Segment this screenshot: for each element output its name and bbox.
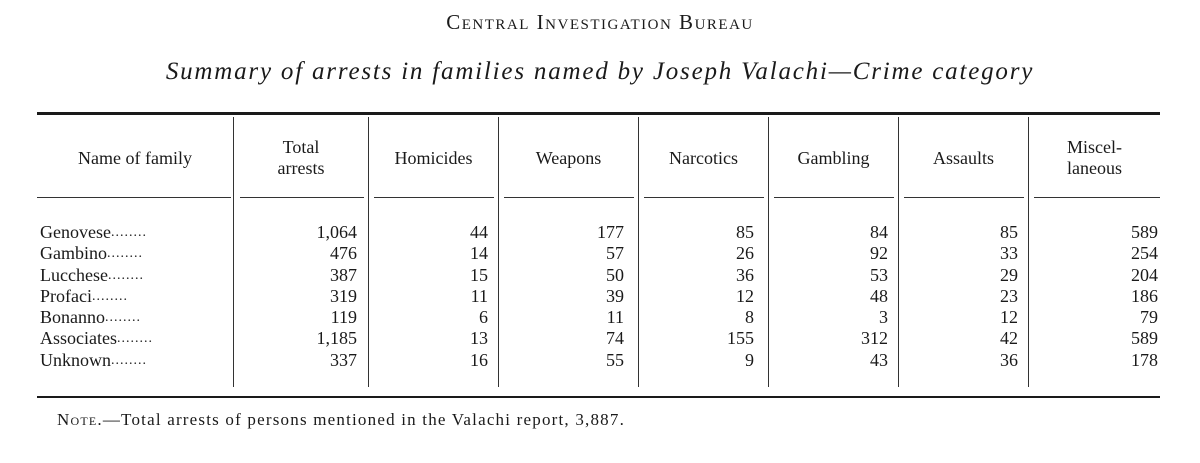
table-cell: 11 (470, 285, 488, 306)
table-cell: 23 (1000, 285, 1018, 306)
table-cell: 178 (1131, 349, 1158, 370)
table-cell: 42 (1000, 328, 1018, 349)
table-row-label: Gambino ........ (40, 243, 143, 264)
table-cell: 55 (606, 349, 624, 370)
table-footnote (57, 410, 625, 430)
table-cell: 1,185 (316, 328, 357, 349)
table-cell: 36 (1000, 349, 1018, 370)
table-cell: 476 (330, 243, 357, 264)
table-cell: 85 (1000, 222, 1018, 242)
table-cell: 50 (606, 264, 624, 285)
top-rule (37, 112, 1160, 115)
miscellaneous-column (1034, 222, 1158, 371)
table-cell: 186 (1131, 285, 1158, 306)
table-cell: 254 (1131, 243, 1158, 264)
header-underline (504, 197, 634, 198)
table-cell: 15 (470, 264, 488, 285)
table-cell: 204 (1131, 264, 1158, 285)
table-cell: 84 (870, 222, 888, 242)
table-cell: 589 (1131, 222, 1158, 242)
table-cell: 39 (606, 285, 624, 306)
column-header-weapons: Weapons (535, 147, 602, 168)
table-row-label: Unknown ........ (40, 349, 147, 370)
table-row-label: Associates ........ (40, 328, 153, 349)
table-cell: 337 (330, 349, 357, 370)
header-underline (774, 197, 894, 198)
table-cell: 79 (1140, 307, 1158, 328)
table-cell: 43 (870, 349, 888, 370)
table-cell: 1,064 (316, 222, 357, 242)
table-cell: 26 (736, 243, 754, 264)
gambling-column (774, 222, 888, 371)
table-cell: 9 (745, 349, 754, 370)
table-row-label: Profaci ........ (40, 285, 128, 306)
table-cell: 16 (470, 349, 488, 370)
table-cell: 29 (1000, 264, 1018, 285)
table-cell: 14 (470, 243, 488, 264)
table-cell: 155 (727, 328, 754, 349)
table-cell: 11 (606, 307, 624, 328)
table-cell: 8 (745, 307, 754, 328)
table-cell: 387 (330, 264, 357, 285)
table-cell: 74 (606, 328, 624, 349)
note-label: Note. (57, 410, 103, 429)
header-underline (1034, 197, 1160, 198)
table-cell: 33 (1000, 243, 1018, 264)
note-text: —Total arrests of persons mentioned in the Valachi report, 3,887. (102, 410, 626, 429)
table-cell: 177 (597, 222, 624, 242)
table-cell: 13 (470, 328, 488, 349)
header-underline (240, 197, 364, 198)
table-cell: 319 (330, 285, 357, 306)
table-cell: 44 (470, 222, 488, 242)
table-cell: 312 (861, 328, 888, 349)
table-cell: 92 (870, 243, 888, 264)
bottom-rule (37, 396, 1160, 398)
header-underline (374, 197, 494, 198)
page-title: Central Investigation Bureau (446, 10, 754, 34)
column-header-narcotics: Narcotics (669, 147, 738, 168)
family-name-column (40, 222, 230, 371)
table-cell: 85 (736, 222, 754, 242)
total-arrests-column (240, 222, 357, 371)
column-header-gambling: Gambling (797, 147, 870, 168)
table-cell: 12 (1000, 307, 1018, 328)
header-underline (904, 197, 1024, 198)
table-subtitle: Summary of arrests in families named by Joseph Valachi—Crime category (165, 58, 1035, 85)
narcotics-column (644, 222, 754, 371)
table-row-label: Genovese ........ (40, 222, 147, 242)
table-cell: 53 (870, 264, 888, 285)
column-header-assaults: Assaults (932, 147, 994, 168)
table-cell: 57 (606, 243, 624, 264)
column-header-miscellaneous: Miscel- laneous (1067, 137, 1122, 178)
column-header-homicides: Homicides (394, 147, 473, 168)
table-cell: 36 (736, 264, 754, 285)
table-row-label: Bonanno ........ (40, 307, 141, 328)
table-cell: 6 (479, 307, 488, 328)
column-header-total-arrests: Total arrests (277, 137, 325, 178)
assaults-column (904, 222, 1018, 371)
table-cell: 589 (1131, 328, 1158, 349)
table-cell: 3 (879, 307, 888, 328)
column-header-family: Name of family (78, 147, 192, 168)
table-cell: 48 (870, 285, 888, 306)
header-underline (37, 197, 231, 198)
table-cell: 12 (736, 285, 754, 306)
table-row-label: Lucchese ........ (40, 264, 144, 285)
homicides-column (374, 222, 488, 371)
weapons-column (504, 222, 624, 371)
header-underline (644, 197, 764, 198)
table-cell: 119 (330, 307, 357, 328)
